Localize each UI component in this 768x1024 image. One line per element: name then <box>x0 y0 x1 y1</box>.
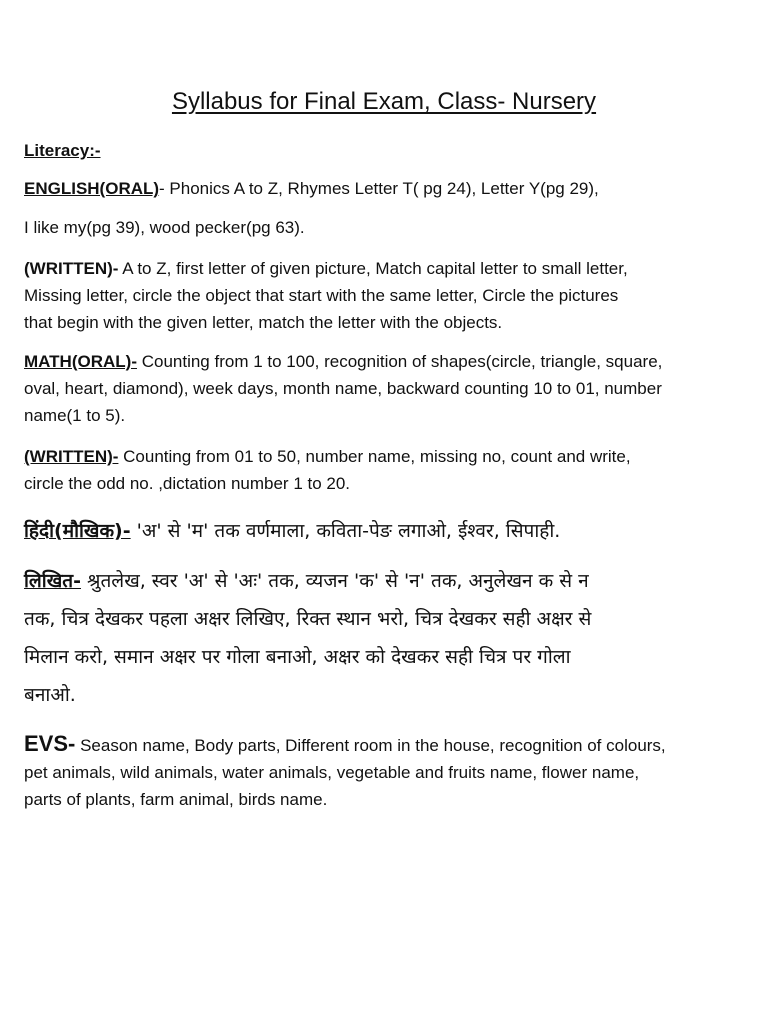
english-oral-label: ENGLISH(ORAL) <box>24 179 160 198</box>
hindi-oral-line <box>24 512 748 550</box>
math-oral-text-1: Counting from 1 to 100, recognition of shapes(circle, triangle, square, <box>136 352 663 371</box>
english-oral-line <box>24 175 748 202</box>
math-oral-line-1 <box>24 348 748 375</box>
hindi-written-text-4: बनाओ. <box>24 684 76 706</box>
evs-text-3: parts of plants, farm animal, birds name. <box>24 790 328 809</box>
page-title: Syllabus for Final Exam, Class- Nursery <box>171 88 597 115</box>
math-written-text-2: circle the odd no. ,dictation number 1 to 20. <box>24 474 351 493</box>
math-written-line-1 <box>24 443 748 470</box>
hindi-oral-label: हिंदी(मौखिक)- <box>24 520 131 542</box>
literacy-section <box>24 137 748 164</box>
hindi-written-section <box>24 562 748 714</box>
english-oral-section <box>24 175 748 202</box>
english-written-label: (WRITTEN)- <box>24 259 119 278</box>
math-oral-text-3: name(1 to 5). <box>24 406 126 425</box>
hindi-oral-section <box>24 512 748 550</box>
hindi-written-text-2: तक, चित्र देखकर पहला अक्षर लिखिए, रिक्त स्थान भरो, चित्र देखकर सही अक्षर से <box>24 608 592 630</box>
hindi-written-line-1 <box>24 562 748 600</box>
math-oral-label: MATH(ORAL)- <box>24 352 137 371</box>
math-oral-text-2: oval, heart, diamond), week days, month name, backward counting 10 to 01, number <box>24 379 662 398</box>
evs-line-1 <box>24 730 748 759</box>
math-written-section <box>24 443 748 497</box>
math-written-label: (WRITTEN)- <box>24 447 119 466</box>
evs-text-1: Season name, Body parts, Different room in the house, recognition of colours, <box>75 736 666 755</box>
evs-text-2: pet animals, wild animals, water animals, vegetable and fruits name, flower name, <box>24 763 640 782</box>
hindi-written-text-1: श्रुतलेख, स्वर 'अ' से 'अः' तक, व्यजन 'क' से 'न' तक, अनुलेखन क से न <box>80 570 589 592</box>
english-oral-text-1: - Phonics A to Z, Rhymes Letter T( pg 24), Letter Y(pg 29), <box>159 179 599 198</box>
evs-section <box>24 730 748 813</box>
literacy-heading: Literacy:- <box>24 141 101 160</box>
hindi-written-text-3: मिलान करो, समान अक्षर पर गोला बनाओ, अक्षर को देखकर सही चित्र पर गोला <box>24 646 571 668</box>
english-written-text-2: Missing letter, circle the object that start with the same letter, Circle the pictures <box>24 286 619 305</box>
english-written-text-3: that begin with the given letter, match the letter with the objects. <box>24 313 503 332</box>
english-written-section <box>24 255 748 336</box>
math-written-text-1: Counting from 01 to 50, number name, missing no, count and write, <box>118 447 631 466</box>
hindi-oral-text: 'अ' से 'म' तक वर्णमाला, कविता-पेङ लगाओ, ईश्वर, सिपाही. <box>130 520 561 542</box>
math-oral-section <box>24 348 748 429</box>
english-written-text-1: A to Z, first letter of given picture, Match capital letter to small letter, <box>118 259 628 278</box>
english-written-line-1 <box>24 255 748 282</box>
english-oral-continuation <box>24 214 748 241</box>
english-oral-text-2: I like my(pg 39), wood pecker(pg 63). <box>24 218 305 237</box>
evs-label: EVS- <box>24 731 76 756</box>
hindi-written-label: लिखित- <box>24 570 81 592</box>
